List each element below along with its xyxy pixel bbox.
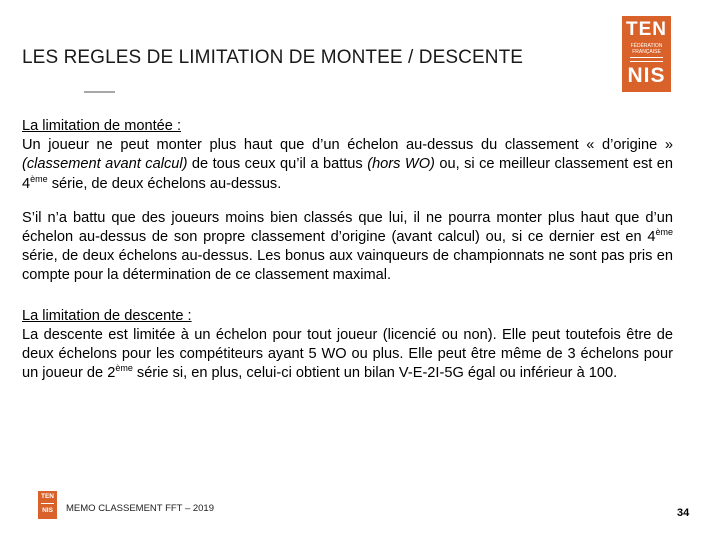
superscript: ème — [115, 363, 133, 374]
text-run-italic: (hors WO) — [367, 156, 435, 173]
text-run: série, de deux échelons au-dessus. Les bonus aux vainqueurs de championnats ne sont pas pris en compte pour la détermination de ce classement maximal. — [22, 248, 673, 284]
montee-paragraph-1 — [22, 136, 673, 194]
montee-heading: La limitation de montée : — [22, 118, 181, 134]
logo-federation: FÉDÉRATION FRANÇAISE — [630, 43, 663, 55]
fft-tennis-logo — [622, 16, 671, 92]
title-underline — [84, 91, 115, 93]
logo-ten: TEN — [626, 19, 667, 40]
footer-logo-ten: TEN — [41, 493, 54, 500]
text-run: Un joueur ne peut monter plus haut que d’un échelon au-dessus du classement « d’origine » — [22, 137, 673, 154]
footer-logo-nis: NIS — [42, 507, 53, 514]
descente-paragraph-1 — [22, 326, 673, 384]
text-run: série, de deux échelons au-dessus. — [47, 175, 282, 192]
superscript: ème — [30, 173, 48, 184]
text-run: ou, si ce meilleur classement est en 4 — [22, 156, 673, 192]
text-run: de tous ceux qu’il a battus — [187, 156, 368, 173]
text-run-italic: (classement avant calcul) — [22, 156, 188, 173]
text-run: La descente est limitée à un échelon pour tout joueur (licencié ou non). Elle peut toutefois être de deux échelons pour les compétiteurs ayant 5 WO ou plus. Elle peut être même de 3 échelons pour un joueur de 2 — [22, 326, 673, 382]
page-title: LES REGLES DE LIMITATION DE MONTEE / DESCENTE — [22, 47, 524, 68]
body-content — [22, 117, 673, 383]
text-run: S’il n’a battu que des joueurs moins bien classés que lui, il ne pourra monter plus haut que d’un échelon au-dessus de son propre classement d’origine (avant calcul) ou, si ce dernier est en 4 — [22, 209, 673, 246]
logo-lines — [630, 57, 663, 62]
logo-nis: NIS — [627, 64, 666, 87]
footer-text: MEMO CLASSEMENT FFT – 2019 — [66, 503, 214, 514]
descente-heading: La limitation de descente : — [22, 307, 192, 324]
montee-paragraph-2 — [22, 209, 673, 286]
text-run: série si, en plus, celui-ci obtient un bilan V-E-2I-5G égal ou inférieur à 100. — [132, 365, 618, 382]
superscript: ème — [655, 227, 673, 238]
footer-logo — [38, 491, 57, 519]
page-number: 34 — [677, 507, 690, 519]
